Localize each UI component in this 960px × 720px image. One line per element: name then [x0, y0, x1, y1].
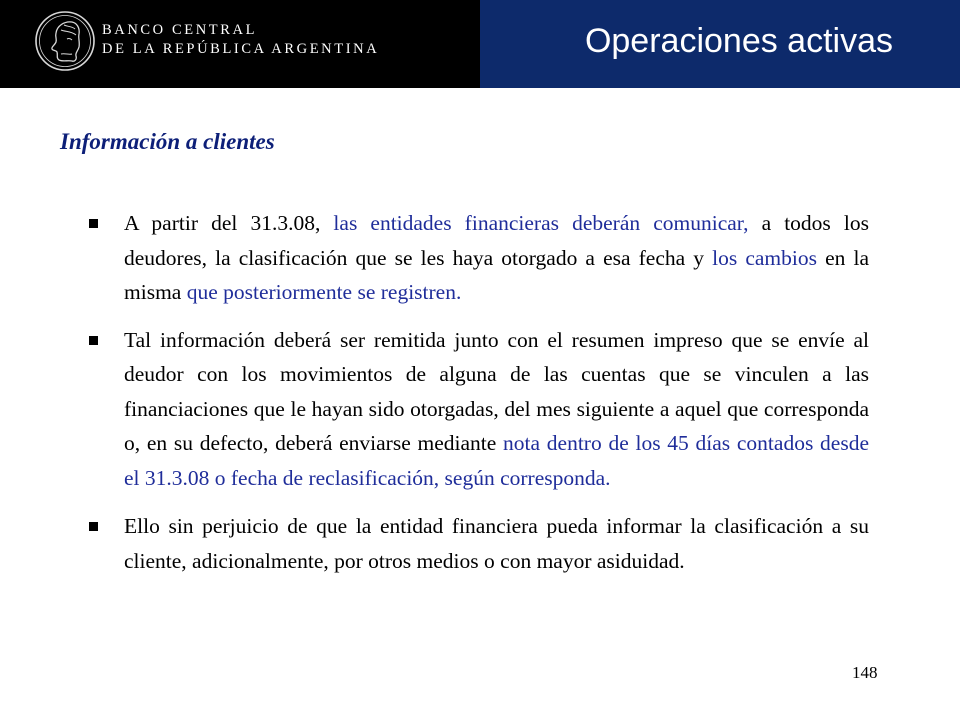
- square-bullet-icon: [89, 522, 98, 531]
- bullet-text: Tal información deberá ser remitida junto con el resumen impreso que se envíe al deudor con los movimientos de alguna de las cuentas que se vinculen a las financiaciones que le hayan sido otorgadas, del mes siguiente a aquel que corresponda o, en su defecto, deberá enviarse mediante: [124, 327, 869, 455]
- bullet-text: Ello sin perjuicio de que la entidad financiera pueda informar la clasificación a su cliente, adicionalmente, por otros medios o con mayor asiduidad.: [124, 514, 869, 573]
- bullet-text: a todos los deudores, la clasificación que se les haya otorgado a esa fecha y: [124, 211, 869, 270]
- bullet-item: [89, 206, 869, 310]
- highlighted-text: los cambios: [712, 245, 817, 270]
- page-number: 148: [852, 663, 878, 682]
- section-title-area: [480, 0, 960, 88]
- square-bullet-icon: [89, 219, 98, 228]
- square-bullet-icon: [89, 336, 98, 345]
- section-title: Operaciones activas: [584, 22, 893, 60]
- highlighted-text: las entidades financieras deberán comunicar,: [333, 211, 749, 235]
- bullet-item: [89, 323, 869, 496]
- slide-header: [0, 0, 960, 88]
- bank-name-line2: DE LA REPÚBLICA ARGENTINA: [102, 41, 380, 57]
- bank-name-line1: BANCO CENTRAL: [102, 22, 258, 38]
- bullet-text: en la misma: [124, 245, 869, 304]
- bank-logo-area: [0, 0, 480, 88]
- bullet-list: [89, 206, 869, 578]
- bcra-emblem-icon: [34, 10, 96, 72]
- highlighted-text: que posteriormente se registren.: [186, 280, 462, 304]
- bullet-text: A partir del 31.3.08,: [124, 211, 334, 235]
- bullet-item: [89, 509, 869, 578]
- highlighted-text: nota dentro de los 45 días contados desde el 31.3.08 o fecha de reclasificación, según corresponda.: [124, 431, 870, 490]
- slide-subtitle: Información a clientes: [60, 129, 275, 154]
